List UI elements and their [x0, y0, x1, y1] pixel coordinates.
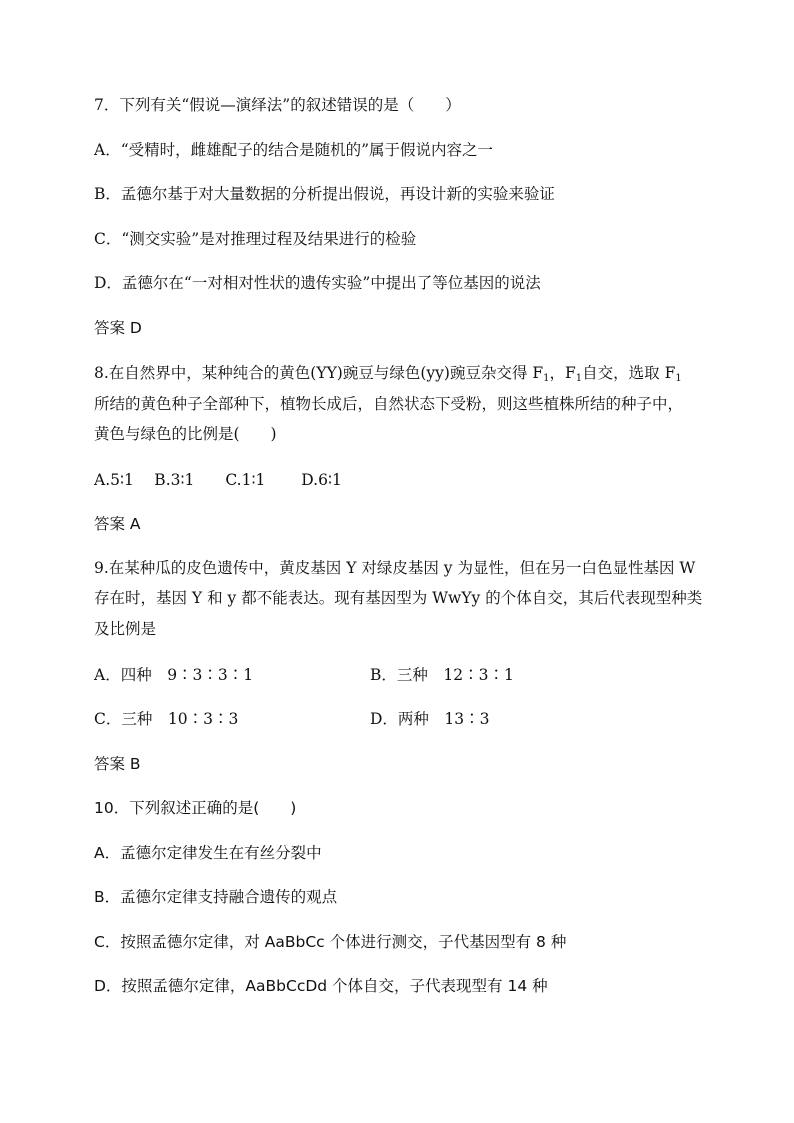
q8-answer: 答案 A: [94, 515, 141, 533]
q9-option-a: A．四种 9∶3∶3∶1: [94, 666, 254, 684]
q8-stem-line2: 所结的黄色种子全部种下，植物长成后，自然状态下受粉，则这些植株所结的种子中，: [94, 395, 684, 413]
q8-options: A.5∶1 B.3∶1 C.1∶1 D.6∶1: [94, 471, 342, 489]
q9-option-c: C．三种 10∶3∶3: [94, 710, 239, 728]
q7-option-a: A．“受精时，雌雄配子的结合是随机的”属于假说内容之一: [94, 141, 494, 159]
q7-option-b: B．孟德尔基于对大量数据的分析提出假说，再设计新的实验来验证: [94, 185, 555, 203]
q8-stem-line1: [94, 363, 682, 383]
q8-stem-line3: 黄色与绿色的比例是( ): [94, 425, 277, 443]
q7-answer: 答案 D: [94, 319, 142, 337]
q10-option-c: C．按照孟德尔定律，对 AaBbCc 个体进行测交，子代基因型有 8 种: [94, 933, 567, 951]
q7-option-c: C．“测交实验”是对推理过程及结果进行的检验: [94, 230, 417, 248]
q9-answer: 答案 B: [94, 755, 141, 773]
subscript-1: 1: [543, 373, 550, 384]
q10-option-d: D．按照孟德尔定律，AaBbCcDd 个体自交，子代表现型有 14 种: [94, 977, 548, 995]
q10-option-a: A．孟德尔定律发生在有丝分裂中: [94, 844, 322, 862]
q9-option-d: D．两种 13∶3: [370, 710, 490, 728]
q7-option-d: D．孟德尔在“一对相对性状的遗传实验”中提出了等位基因的说法: [94, 274, 541, 292]
subscript-1: 1: [675, 373, 682, 384]
subscript-1: 1: [575, 373, 583, 384]
q9-stem-line2: 存在时，基因 Y 和 y 都不能表达。现有基因型为 WwYy 的个体自交，其后代表现型种类: [94, 589, 703, 607]
q7-stem: 7．下列有关“假说—演绎法”的叙述错误的是（ ）: [94, 96, 461, 114]
q9-stem-line1: 9.在某种瓜的皮色遗传中，黄皮基因 Y 对绿皮基因 y 为显性，但在另一白色显性基因 W: [94, 559, 696, 577]
q8-stem-line1-part-a: 8.在自然界中，某种纯合的黄色(YY)豌豆与绿色(yy)豌豆杂交得 F: [94, 364, 544, 382]
q8-stem-line1-part-c: 自交，选取 F: [582, 364, 676, 382]
q10-option-b: B．孟德尔定律支持融合遗传的观点: [94, 888, 338, 906]
q9-stem-line3: 及比例是: [94, 620, 157, 638]
q9-option-b: B．三种 12∶3∶1: [370, 666, 514, 684]
q10-stem: 10．下列叙述正确的是( ): [94, 799, 297, 817]
q8-stem-line1-part-b: ，F: [549, 364, 576, 382]
